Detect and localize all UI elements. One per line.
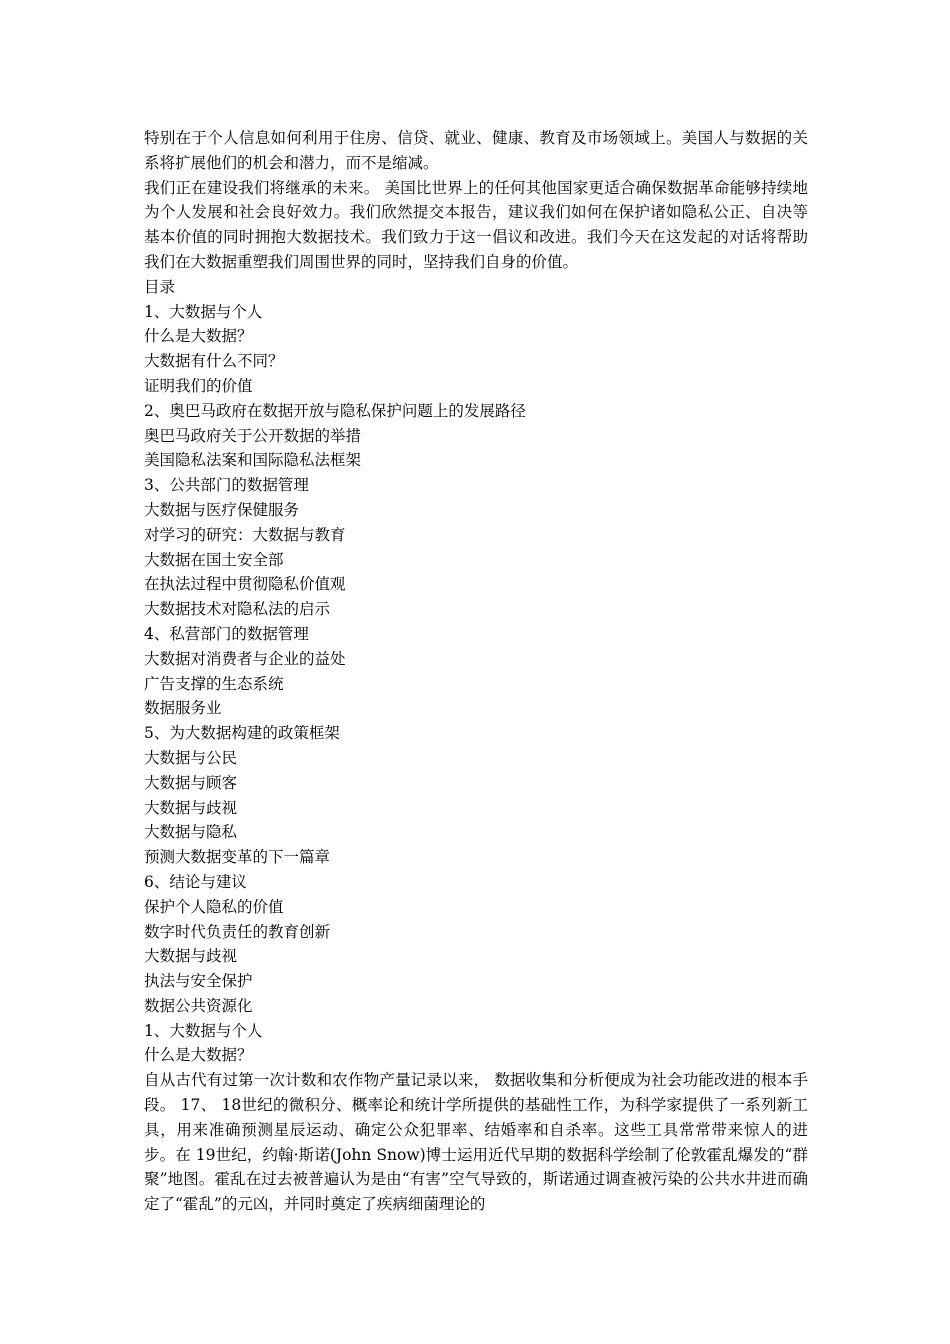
toc-item: 在执法过程中贯彻隐私价值观 (144, 575, 346, 594)
toc-item: 大数据与公民 (144, 748, 238, 767)
toc-item: 2、奥巴马政府在数据开放与隐私保护问题上的发展路径 (144, 401, 526, 420)
toc-item: 3、公共部门的数据管理 (144, 476, 309, 495)
toc-item: 美国隐私法案和国际隐私法框架 (144, 451, 362, 470)
section-heading: 1、大数据与个人 (144, 1021, 263, 1040)
toc-item: 数据服务业 (144, 699, 222, 718)
toc-item: 证明我们的价值 (144, 376, 253, 395)
toc-item: 大数据与歧视 (144, 798, 238, 817)
document-page (144, 126, 808, 1217)
section-subheading: 什么是大数据？ (144, 1046, 253, 1065)
toc-item: 大数据对消费者与企业的益处 (144, 649, 346, 668)
toc-item: 4、私营部门的数据管理 (144, 624, 309, 643)
toc-item: 大数据在国土安全部 (144, 550, 284, 569)
toc-item: 1、大数据与个人 (144, 302, 263, 321)
toc-list (144, 300, 808, 1019)
section-body-paragraph: 自从古代有过第一次计数和农作物产量记录以来， 数据收集和分析便成为社会功能改进的根本手段。 17、 18世纪的微积分、概率论和统计学所提供的基础性工作，为科学家提供了一系列新工具，用来准确预测星辰运动、确定公众犯罪率、结婚率和自杀率。这些工具常常带来惊人的进步。在 19世纪，约翰·斯诺(John Snow)博士运用近代早期的数据科学绘制了伦敦霍乱爆发的“群聚”地图。霍乱在过去被普遍认为是由“有害”空气导致的，斯诺通过调查被污染的公共水井进而确定了“霍乱”的元凶，并同时奠定了疾病细菌理论的 (144, 1071, 808, 1214)
toc-item: 数字时代负责任的教育创新 (144, 922, 331, 941)
toc-item: 奥巴马政府关于公开数据的举措 (144, 426, 362, 445)
intro-paragraph-2: 我们正在建设我们将继承的未来。 美国比世界上的任何其他国家更适合确保数据革命能够持续地为个人发展和社会良好效力。我们欣然提交本报告，建议我们如何在保护诸如隐私公正、自决等基本价值的同时拥抱大数据技术。我们致力于这一倡议和改进。我们今天在这发起的对话将帮助我们在大数据重塑我们周围世界的同时，坚持我们自身的价值。 (144, 178, 808, 271)
toc-item: 执法与安全保护 (144, 972, 253, 991)
toc-item: 6、结论与建议 (144, 872, 247, 891)
toc-item: 大数据与歧视 (144, 947, 238, 966)
toc-item: 对学习的研究：大数据与教育 (144, 525, 346, 544)
toc-title: 目录 (144, 277, 176, 296)
toc-item: 大数据与隐私 (144, 823, 238, 842)
toc-item: 大数据技术对隐私法的启示 (144, 600, 331, 619)
intro-paragraph-1: 特别在于个人信息如何利用于住房、信贷、就业、健康、教育及市场领域上。美国人与数据的关系将扩展他们的机会和潜力，而不是缩减。 (144, 129, 808, 172)
toc-item: 广告支撑的生态系统 (144, 674, 284, 693)
toc-item: 什么是大数据？ (144, 327, 253, 346)
toc-item: 数据公共资源化 (144, 996, 253, 1015)
toc-item: 5、为大数据构建的政策框架 (144, 724, 340, 743)
toc-item: 预测大数据变革的下一篇章 (144, 848, 331, 867)
toc-item: 大数据有什么不同？ (144, 352, 284, 371)
toc-item: 大数据与顾客 (144, 773, 238, 792)
toc-item: 大数据与医疗保健服务 (144, 500, 300, 519)
toc-item: 保护个人隐私的价值 (144, 897, 284, 916)
